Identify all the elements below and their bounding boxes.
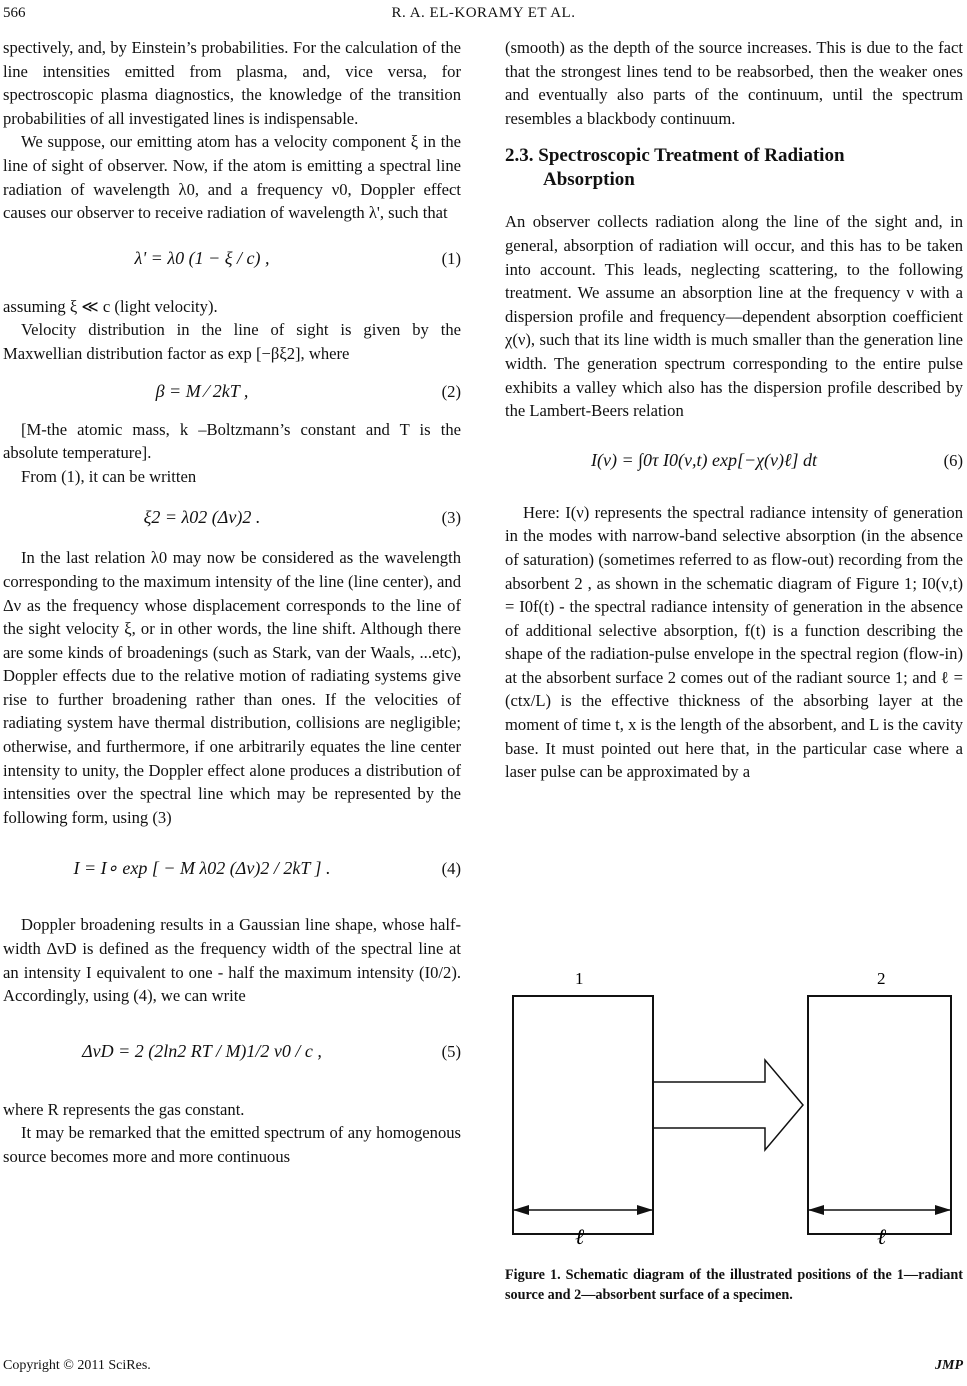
equation-2	[3, 366, 461, 418]
paragraph: (smooth) as the depth of the source increases. This is due to the fact that the strongest lines tend to be reabsorbed, then the weaker ones and eventually also parts of the continuum, until the spectrum resembles a blackbody continuum.	[505, 38, 963, 128]
section-heading	[505, 144, 963, 192]
paragraph: Doppler broadening results in a Gaussian line shape, whose half-width ΔνD is defined as the frequency width of the spectral line at an intensity I equivalent to one - half the maximum intensity (I0/2). Accordingly, using (4), we can write	[3, 915, 461, 1006]
radiant-source-box	[513, 996, 653, 1234]
arrowhead-right	[935, 1205, 951, 1215]
arrowhead-left	[808, 1205, 824, 1215]
page-number: 566	[3, 5, 26, 21]
running-head: R. A. EL-KORAMY ET AL.	[391, 5, 576, 21]
radiation-arrow	[653, 1060, 803, 1150]
page-header	[0, 0, 967, 40]
equation-number: (3)	[441, 508, 461, 528]
equation-5	[3, 1008, 461, 1098]
schematic-diagram	[505, 960, 965, 1260]
paragraph: assuming ξ ≪ c (light velocity).	[3, 296, 218, 316]
paragraph: In the last relation λ0 may now be considered as the wavelength corresponding to the maximum intensity of the line (line center), and Δν as the frequency whose displacement corresponds to the line of the sight velocity ξ, or in other words, the line shift. Although there are some kinds of broadenings (such as Stark, van der Waals, ...etc), Doppler effects due to the relative motion of radiating systems give rise to further broadening rather than ones. If the velocities of radiating system have thermal distribution, collisions are negligible; otherwise, and furthermore, if one arbitrarily equates the line center intensity to unity, the Doppler effect alone produces a distribution of intensities over the spectral line which may be represented by the following form, using (3)	[3, 548, 461, 827]
equation-number: (2)	[441, 381, 461, 401]
paragraph: It may be remarked that the emitted spectrum of any homogenous source becomes more and more continuous	[3, 1123, 461, 1166]
paragraph: where R represents the gas constant.	[3, 1099, 245, 1119]
arrowhead-left	[513, 1205, 529, 1215]
paragraph: Velocity distribution in the line of sight is given by the Maxwellian distribution factor as exp [−βξ2], where	[3, 320, 461, 363]
thickness-label-1: ℓ	[575, 1224, 585, 1249]
equation-body: λ' = λ0 (1 − ξ / c) ,	[134, 247, 270, 268]
thickness-label-2: ℓ	[877, 1224, 887, 1249]
right-column	[505, 36, 963, 784]
equation-number: (1)	[441, 248, 461, 268]
figure-caption: Figure 1. Schematic diagram of the illustrated positions of the 1—radiant source and 2—absorbent surface of a specimen.	[505, 1267, 963, 1303]
arrowhead-right	[637, 1205, 653, 1215]
paragraph: An observer collects radiation along the line of the sight and, in general, absorption of radiation will occur, and this has to be taken into account. This leads, neglecting scattering, to the following treatment. We assume an absorption line at the frequency ν with a dispersion profile and frequency—dependent absorption coefficient χ(ν), such that its line width is much smaller than the generation line width. The generation spectrum corresponding to the entire pulse exhibits a valley which also has the dispersion profile described by the Lambert-Beers relation	[505, 212, 963, 421]
label-radiant-source: 1	[575, 969, 584, 988]
paragraph: We suppose, our emitting atom has a velocity component ξ in the line of sight of observer. Now, if the atom is emitting a spectral line radiation of wavelength λ0, and a frequency ν0, Doppler effect causes our observer to receive radiation of wavelength λ', such that	[3, 132, 461, 223]
equation-number: (4)	[441, 859, 461, 879]
equation-6	[505, 423, 963, 501]
journal-abbrev: JMP	[935, 1358, 963, 1373]
absorbent-box	[808, 996, 951, 1234]
copyright: Copyright © 2011 SciRes.	[3, 1358, 151, 1373]
equation-body: I(ν) = ∫0τ I0(ν,t) exp[−χ(ν)ℓ] dt	[591, 449, 817, 470]
equation-number: (5)	[441, 1041, 461, 1061]
left-column	[3, 36, 461, 1169]
equation-body: β = M ⁄ 2kT ,	[155, 380, 249, 401]
page-footer	[3, 1358, 963, 1374]
paragraph: Here: I(ν) represents the spectral radiance intensity of generation in the modes with narrow-band selective absorption (in the absence of saturation) (sometimes referred to as flow-out) recording from the absorbent 2 , as shown in the schematic diagram of Figure 1; I0(ν,t) = I0f(t) - the spectral radiance intensity of generation in the absence of additional selective absorption, f(t) is a function describing the shape of the radiation-pulse envelope in the spectral region (flow-in) at the absorbent surface 2 comes out of the radiant source 1; and ℓ = (ctx/L) is the effective thickness of the absorbing layer at the moment of time t, x is the length of the absorbent, and L is the cavity base. It must pointed out here that, in the particular case where a laser pulse can be approximated by a	[505, 502, 963, 782]
equation-3	[3, 488, 461, 546]
section-title-line-1: 2.3. Spectroscopic Treatment of Radiation	[505, 145, 845, 167]
equation-body: I = I∘ exp [ − M λ02 (Δν)2 / 2kT ] .	[73, 858, 331, 879]
section-title-line-2: Absorption	[543, 169, 635, 191]
equation-number: (6)	[943, 450, 963, 470]
label-absorbent: 2	[877, 969, 886, 988]
equation-body: ΔνD = 2 (2ln2 RT / M)1/2 ν0 / c ,	[82, 1040, 322, 1061]
paragraph: spectively, and, by Einstein’s probabilities. For the calculation of the line intensities emitted from plasma, and, vice versa, for spectroscopic plasma diagnostics, the knowledge of the transition probabilities of all investigated lines is indispensable.	[3, 38, 461, 128]
equation-4	[3, 829, 461, 913]
paragraph: [M-the atomic mass, k –Boltzmann’s constant and T is the absolute temperature].	[3, 419, 461, 463]
paragraph: From (1), it can be written	[21, 466, 197, 486]
equation-body: ξ2 = λ02 (Δν)2 .	[143, 507, 261, 528]
figure-1	[505, 960, 965, 1260]
equation-1	[3, 225, 461, 295]
